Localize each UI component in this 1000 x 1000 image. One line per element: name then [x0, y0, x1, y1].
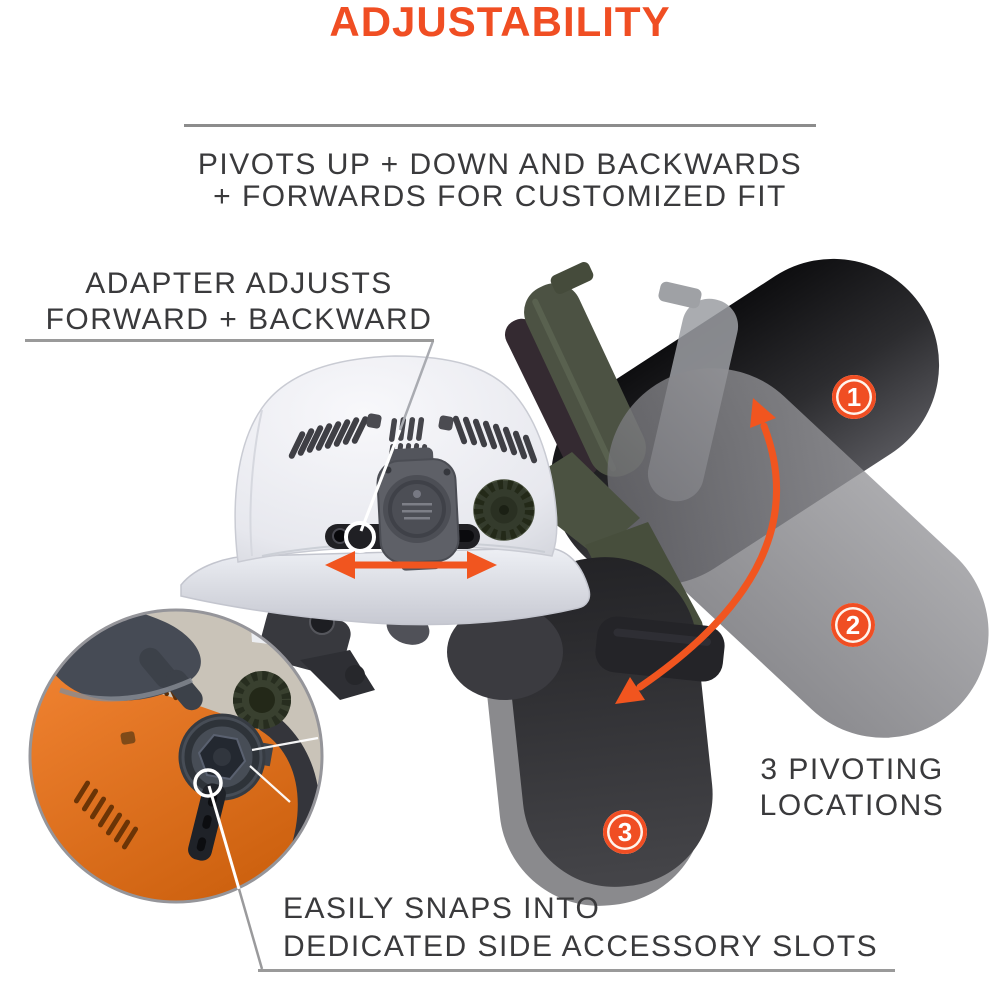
snaps-callout-underline — [258, 969, 895, 972]
pivoting-callout-line-1: 3 PIVOTING — [760, 753, 944, 786]
ratchet-knob — [474, 480, 534, 540]
title-divider — [184, 124, 816, 127]
pivoting-callout — [722, 752, 982, 824]
snaps-callout-line-2: DEDICATED SIDE ACCESSORY SLOTS — [283, 930, 879, 963]
position-badge-3: 3 — [603, 810, 647, 854]
adapter-callout-line-2: FORWARD + BACKWARD — [45, 303, 433, 336]
snaps-callout — [283, 890, 878, 966]
snaps-callout-line-1: EASILY SNAPS INTO — [283, 892, 601, 925]
adapter-callout — [0, 266, 478, 338]
subtitle-line-2: + FORWARDS FOR CUSTOMIZED FIT — [213, 180, 787, 213]
subtitle-line-1: PIVOTS UP + DOWN AND BACKWARDS — [197, 148, 803, 181]
pivoting-callout-line-2: LOCATIONS — [759, 789, 945, 822]
hard-hat-illustration — [181, 356, 590, 625]
adapter-callout-line-1: ADAPTER ADJUSTS — [85, 267, 393, 300]
position-badge-1: 1 — [832, 375, 876, 419]
hat-adapter — [376, 447, 459, 571]
position-badge-2: 2 — [831, 603, 875, 647]
page-title: ADJUSTABILITY — [329, 0, 671, 45]
adapter-callout-underline — [25, 339, 434, 342]
subtitle — [0, 149, 1000, 213]
